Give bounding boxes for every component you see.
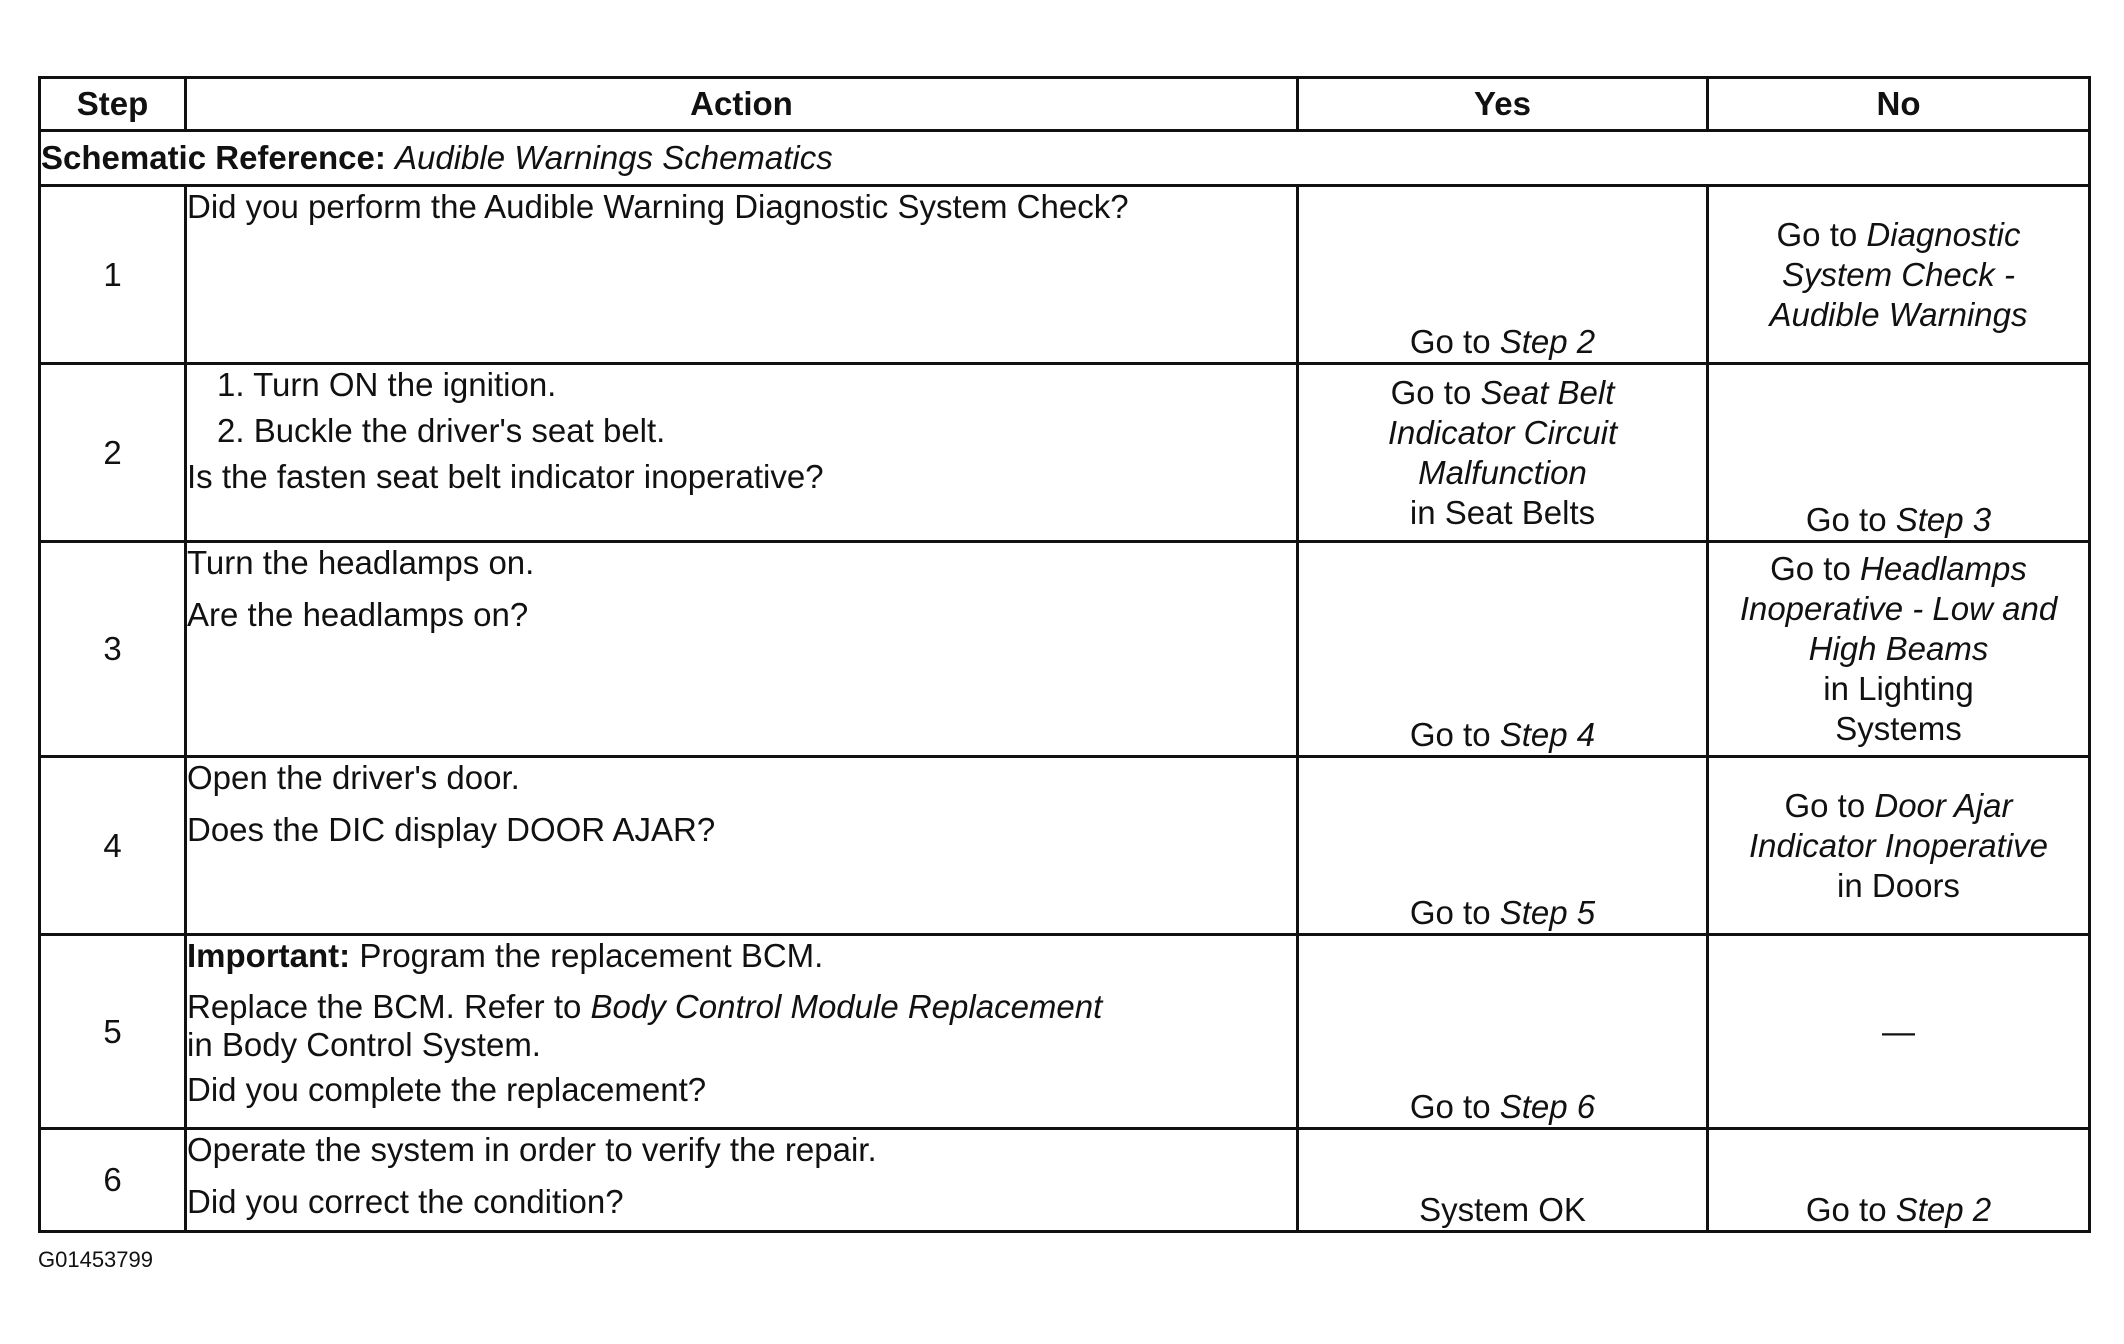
diagnostic-table [38,76,2091,1233]
step-number: 5 [40,935,186,1129]
no-link[interactable]: Inoperative - Low and [1739,590,2058,627]
replace-link[interactable]: Body Control Module Replacement [590,988,1103,1025]
step-header: Step [40,78,186,131]
yes-cell [1298,186,1708,364]
schematic-reference-row [40,131,2090,186]
action-cell [186,542,1298,757]
yes-cell: System OK [1298,1129,1708,1232]
no-prefix: Go to [1770,550,1851,587]
schematic-reference-label: Schematic Reference: [41,139,386,176]
no-link[interactable]: Step 2 [1895,1191,1992,1228]
no-link[interactable]: System Check - [1782,255,2015,293]
no-link[interactable]: Audible Warnings [1769,295,2028,333]
action-cell [186,1129,1298,1232]
action-text: 1. Turn ON the ignition. [217,366,557,403]
important-text: Program the replacement BCM. [359,937,824,974]
yes-link[interactable]: Step 5 [1499,894,1596,931]
step-number: 4 [40,757,186,935]
important-note [187,936,1296,976]
no-cell [1708,542,2090,757]
yes-cell [1298,757,1708,935]
action-text: Operate the system in order to verify the repair. [187,1131,877,1168]
no-cell [1708,757,2090,935]
yes-link[interactable]: Indicator Circuit [1387,413,1618,451]
no-cell [1708,364,2090,542]
no-link[interactable]: Diagnostic [1866,215,2021,253]
no-cell: — [1708,935,2090,1129]
no-link[interactable]: Door Ajar [1874,786,2013,824]
action-text [187,988,1296,1064]
yes-prefix: Go to [1409,894,1491,931]
no-link[interactable]: Headlamps [1859,550,2027,587]
replace-text: Replace the BCM. Refer to [187,988,582,1025]
yes-cell [1298,364,1708,542]
yes-suffix: in Seat Belts [1409,493,1596,531]
no-cell [1708,186,2090,364]
yes-cell [1298,542,1708,757]
yes-link[interactable]: Step 2 [1499,323,1596,360]
yes-link[interactable]: Malfunction [1418,453,1587,491]
important-label: Important: [187,937,351,974]
figure-id: G01453799 [38,1247,153,1272]
action-cell [186,364,1298,542]
action-text: Turn the headlamps on. [187,544,535,581]
step-number: 1 [40,186,186,364]
yes-prefix: Go to [1409,323,1491,360]
action-text: Does the DIC display DOOR AJAR? [187,811,716,848]
action-text: Did you correct the condition? [187,1183,624,1220]
yes-cell [1298,935,1708,1129]
action-text: Is the fasten seat belt indicator inoperative? [187,458,824,495]
replace-suffix: in Body Control System. [187,1026,541,1063]
table-row [40,757,2090,935]
no-suffix: Systems [1835,710,1962,747]
no-header: No [1708,78,2090,131]
no-prefix: Go to [1784,786,1866,824]
action-cell [186,935,1298,1129]
action-text: Did you perform the Audible Warning Diagnostic System Check? [187,188,1129,225]
no-link[interactable]: High Beams [1808,630,1989,667]
action-text: Are the headlamps on? [187,596,529,633]
schematic-reference-link[interactable]: Audible Warnings Schematics [395,139,833,176]
table-row [40,1129,2090,1232]
yes-header: Yes [1298,78,1708,131]
no-link[interactable]: Indicator Inoperative [1748,826,2048,864]
action-text: Open the driver's door. [187,759,520,796]
no-link[interactable]: Step 3 [1895,501,1992,538]
table-row [40,542,2090,757]
no-cell [1708,1129,2090,1232]
yes-link[interactable]: Seat Belt [1480,373,1615,411]
action-cell [186,186,1298,364]
yes-link[interactable]: Step 6 [1499,1088,1596,1125]
step-number: 6 [40,1129,186,1232]
step-number: 3 [40,542,186,757]
yes-prefix: Go to [1390,373,1472,411]
schematic-reference [40,131,2090,186]
action-header: Action [186,78,1298,131]
no-prefix: Go to [1776,215,1858,253]
action-text: Did you complete the replacement? [187,1071,707,1108]
yes-prefix: Go to [1409,1088,1491,1125]
yes-link[interactable]: Step 4 [1499,716,1596,753]
table-row [40,935,2090,1129]
no-suffix: in Doors [1837,866,1960,904]
step-number: 2 [40,364,186,542]
no-prefix: Go to [1805,501,1887,538]
action-text: 2. Buckle the driver's seat belt. [217,412,666,449]
header-row [40,78,2090,131]
table-row [40,364,2090,542]
action-cell [186,757,1298,935]
table-row [40,186,2090,364]
no-suffix: in Lighting [1823,670,1974,707]
no-prefix: Go to [1805,1191,1887,1228]
yes-prefix: Go to [1409,716,1491,753]
